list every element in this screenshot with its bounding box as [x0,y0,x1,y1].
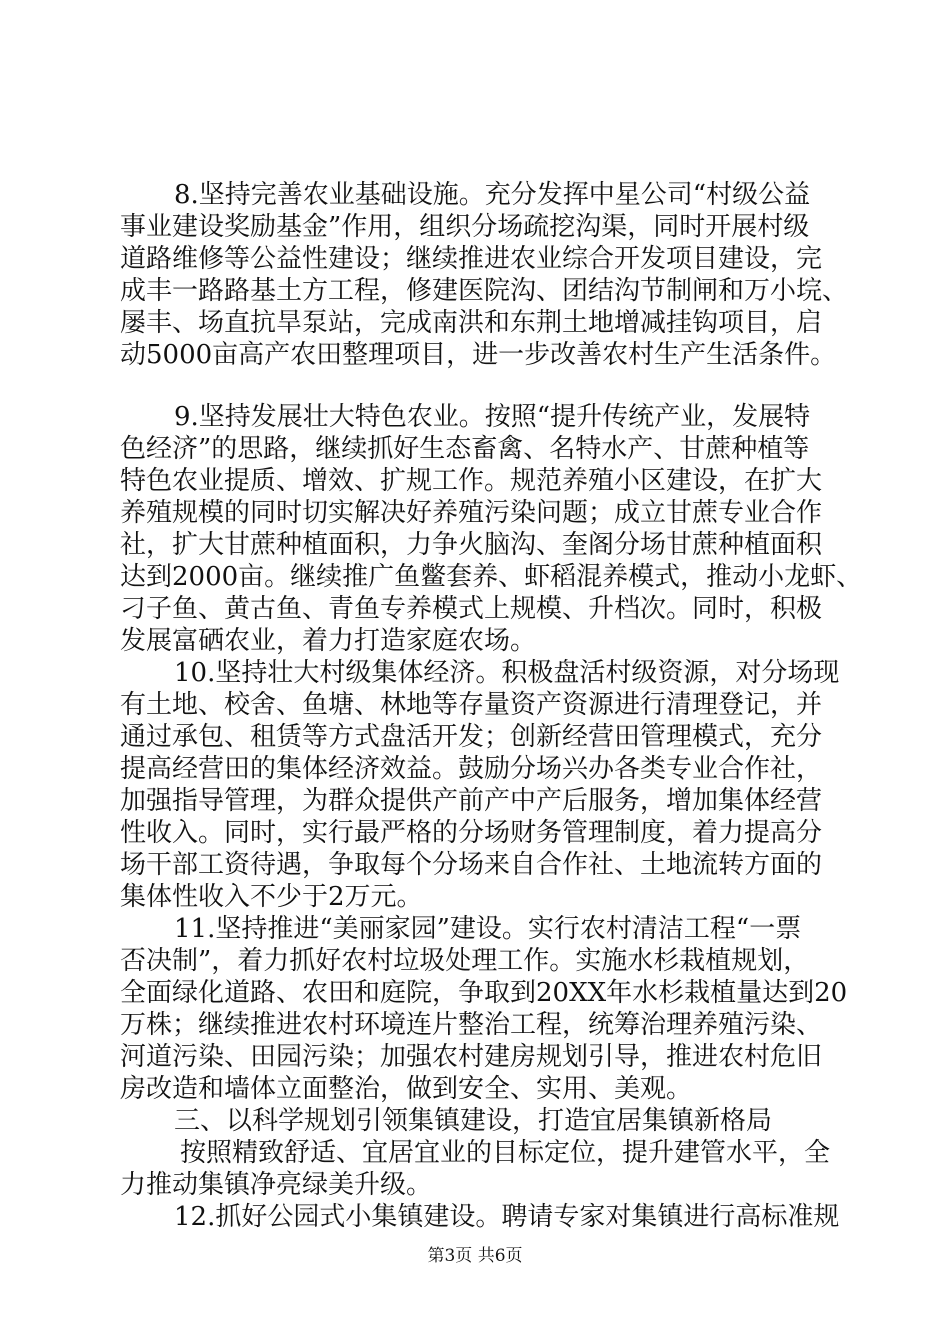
line-text: 发展富硒农业，着力打造家庭农场。 [120,626,537,656]
paragraph-line [0,1072,950,1106]
line-text: 有土地、校舍、鱼塘、林地等存量资产资源进行清理登记，并 [120,690,823,720]
line-text: 事业建设奖励基金”作用，组织分场疏挖沟渠，同时开展村级 [120,212,810,242]
paragraph-line [0,656,950,690]
line-text: 加强指导管理，为群众提供产前产中产后服务，增加集体经营 [120,786,823,816]
paragraph-line [0,338,950,372]
paragraph-line [0,944,950,978]
paragraph-line [0,1168,950,1202]
paragraph-line [0,880,950,914]
paragraph-line [0,274,950,308]
line-text: 社，扩大甘蔗种植面积，力争火脑沟、奎阁分场甘蔗种植面积 [120,530,823,560]
line-text: 通过承包、租赁等方式盘活开发；创新经营田管理模式，充分 [120,722,823,752]
line-text: 河道污染、田园污染；加强农村建房规划引导，推进农村危旧 [120,1042,823,1072]
line-text: 提高经营田的集体经济效益。鼓励分场兴办各类专业合作社， [120,754,823,784]
line-text: 否决制”，着力抓好农村垃圾处理工作。实施水杉栽植规划， [120,946,810,976]
paragraph-line [0,400,950,434]
line-text: 道路维修等公益性建设；继续推进农业综合开发项目建设，完 [120,244,823,274]
line-text: 9.坚持发展壮大特色农业。按照“提升传统产业，发展特 [174,402,811,432]
paragraph-line [0,1200,950,1234]
line-text: 场干部工资待遇，争取每个分场来自合作社、土地流转方面的 [120,850,823,880]
line-text: 刁子鱼、黄古鱼、青鱼专养模式上规模、升档次。同时，积极 [120,594,823,624]
paragraph-line [0,178,950,212]
paragraph-line [0,912,950,946]
line-text: 力推动集镇净亮绿美升级。 [120,1170,433,1200]
paragraph-line [0,560,950,594]
paragraph-line [0,848,950,882]
page-footer: 第3页 共6页 [427,1246,523,1266]
line-text: 特色农业提质、增效、扩规工作。规范养殖小区建设，在扩大 [120,466,823,496]
paragraph-line [0,528,950,562]
line-text: 色经济”的思路，继续抓好生态畜禽、名特水产、甘蔗种植等 [120,434,810,464]
paragraph-line [0,242,950,276]
line-text: 全面绿化道路、农田和庭院，争取到20XX年水杉栽植量达到20 [120,978,848,1008]
line-text: 养殖规模的同时切实解决好养殖污染问题；成立甘蔗专业合作 [120,498,823,528]
line-text: 性收入。同时，实行最严格的分场财务管理制度，着力提高分 [120,818,823,848]
paragraph-line [0,1136,950,1170]
line-text: 按照精致舒适、宜居宜业的目标定位，提升建管水平，全 [180,1138,831,1168]
section-heading-text: 三、以科学规划引领集镇建设，打造宜居集镇新格局 [174,1106,773,1136]
paragraph-line [0,688,950,722]
paragraph-line [0,784,950,818]
paragraph-line [0,720,950,754]
line-text: 集体性收入不少于2万元。 [120,882,423,912]
paragraph-line [0,210,950,244]
line-text: 12.抓好公园式小集镇建设。聘请专家对集镇进行高标准规 [174,1202,840,1232]
line-text: 达到2000亩。继续推广鱼鳖套养、虾稻混养模式，推动小龙虾、 [120,562,863,592]
paragraph-line [0,432,950,466]
paragraph-line [0,976,950,1010]
paragraph-line [0,1008,950,1042]
paragraph-line [0,464,950,498]
line-text: 11.坚持推进“美丽家园”建设。实行农村清洁工程“一票 [174,914,802,944]
paragraph-line [0,752,950,786]
line-text: 动5000亩高产农田整理项目，进一步改善农村生产生活条件。 [120,340,837,370]
paragraph-line [0,306,950,340]
line-text: 10.坚持壮大村级集体经济。积极盘活村级资源，对分场现 [174,658,840,688]
line-text: 成丰一路路基土方工程，修建医院沟、团结沟节制闸和万小垸、 [120,276,849,306]
line-text: 屡丰、场直抗旱泵站，完成南洪和东荆土地增减挂钩项目，启 [120,308,823,338]
paragraph-line [0,624,950,658]
section-heading [0,1104,950,1138]
paragraph-line [0,592,950,626]
line-text: 万株；继续推进农村环境连片整治工程，统筹治理养殖污染、 [120,1010,823,1040]
line-text: 房改造和墙体立面整治，做到安全、实用、美观。 [120,1074,693,1104]
paragraph-line [0,496,950,530]
line-text: 8.坚持完善农业基础设施。充分发挥中星公司“村级公益 [174,180,811,210]
paragraph-line [0,1040,950,1074]
paragraph-line [0,816,950,850]
